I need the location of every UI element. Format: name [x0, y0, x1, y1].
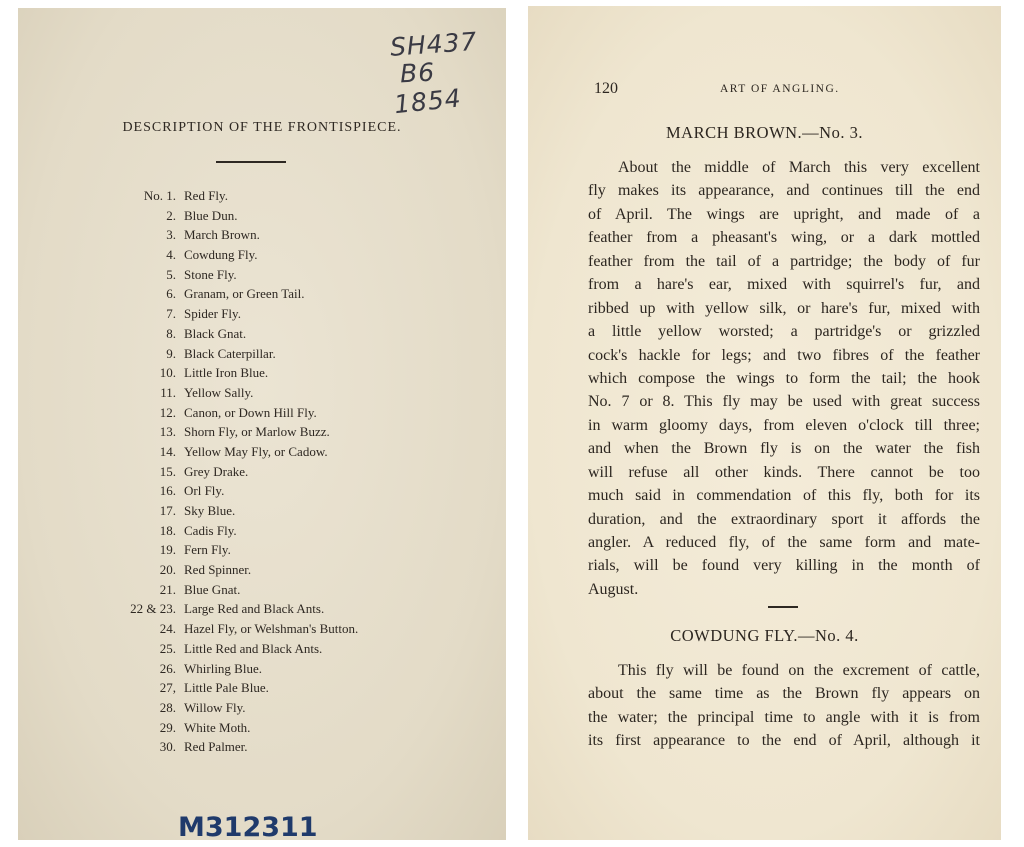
fly-number: 8.: [166, 325, 176, 341]
fly-name: Red Palmer.: [184, 739, 248, 755]
text-line: duration, and the extraordinary sport it affords the: [588, 510, 980, 528]
fly-name: Whirling Blue.: [184, 660, 262, 676]
fly-number: 14.: [159, 443, 176, 459]
fly-name: Fern Fly.: [184, 542, 231, 558]
list-item: [114, 619, 358, 639]
text-line: in warm gloomy days, from eleven o'clock till three;: [588, 416, 980, 434]
list-item: [114, 186, 358, 206]
fly-name: Yellow Sally.: [184, 384, 254, 400]
text-line: and when the Brown fly is on the water the fish: [588, 440, 980, 458]
fly-name: Large Red and Black Ants.: [184, 601, 325, 617]
fly-name: Canon, or Down Hill Fly.: [184, 404, 317, 420]
fly-number: 19.: [159, 542, 176, 558]
list-item: [114, 599, 358, 619]
list-item: [114, 403, 358, 423]
list-item: [114, 442, 358, 462]
fly-number: 25.: [159, 640, 176, 656]
list-item: [114, 225, 358, 245]
fly-name: Cowdung Fly.: [184, 247, 258, 263]
list-item: [114, 501, 358, 521]
fly-name: Grey Drake.: [184, 463, 249, 479]
fly-number: 6.: [166, 286, 176, 302]
section-heading-march-brown: MARCH BROWN.—No. 3.: [666, 123, 863, 142]
fly-number: 17.: [159, 503, 176, 518]
fly-name: Hazel Fly, or Welshman's Button.: [184, 621, 359, 637]
fly-name: Red Fly.: [184, 188, 228, 203]
section-heading-cowdung-fly: COWDUNG FLY.—No. 4.: [670, 626, 859, 645]
fly-number: 21.: [159, 581, 176, 597]
list-item: [114, 383, 358, 403]
fly-name: White Moth.: [184, 719, 251, 735]
fly-number: 28.: [159, 699, 176, 715]
fly-number: 26.: [159, 660, 176, 676]
fly-list: [114, 186, 358, 757]
text-line: cock's hackle for legs; and two fibres of the feather: [588, 346, 980, 364]
handwritten-call-number: SH437 B6 1854: [389, 26, 479, 120]
list-item: [114, 698, 358, 718]
text-line: feather from the tail of a partridge; the body of fur: [588, 252, 980, 270]
text-line: fly makes its appearance, and continues till the end: [588, 182, 980, 200]
fly-name: March Brown.: [184, 227, 260, 243]
list-item: [114, 245, 358, 265]
list-item: [114, 737, 358, 757]
text-line: a little yellow worsted; a partridge's or grizzled: [588, 323, 980, 341]
list-item: [114, 580, 358, 600]
fly-name: Shorn Fly, or Marlow Buzz.: [184, 424, 330, 440]
fly-name: Black Caterpillar.: [184, 345, 276, 361]
fly-name: Sky Blue.: [184, 503, 236, 518]
list-item: [114, 659, 358, 679]
library-stamp: M312311: [178, 812, 318, 840]
fly-name: Little Red and Black Ants.: [184, 640, 323, 656]
fly-number: 20.: [159, 562, 176, 578]
text-line: much said in commendation of this fly, both for its: [588, 487, 980, 505]
fly-number: 11.: [160, 384, 176, 400]
fly-name: Stone Fly.: [184, 266, 237, 282]
fly-number: 10.: [159, 365, 176, 381]
fly-number: 22 & 23.: [130, 601, 176, 617]
list-item: [114, 639, 358, 659]
list-item: [114, 521, 358, 541]
list-item: [114, 304, 358, 324]
text-line: its first appearance to the end of April, although it: [588, 732, 980, 750]
list-item: [114, 206, 358, 226]
fly-number: No. 1.: [143, 188, 176, 203]
list-item: [114, 324, 358, 344]
text-line: This fly will be found on the excrement of cattle,: [618, 662, 980, 679]
list-item: [114, 678, 358, 698]
page-number: 120: [594, 80, 618, 97]
text-line: will refuse all other kinds. There cannot be too: [588, 463, 980, 481]
fly-number: 29.: [159, 719, 176, 735]
paragraph-cowdung-fly: [588, 659, 980, 753]
list-item: [114, 560, 358, 580]
list-item: [114, 481, 358, 501]
fly-name: Spider Fly.: [184, 306, 241, 322]
frontispiece-title: DESCRIPTION OF THE FRONTISPIECE.: [122, 120, 402, 135]
fly-name: Willow Fly.: [184, 699, 246, 715]
left-page: [18, 8, 506, 840]
list-item: [114, 718, 358, 738]
list-item: [114, 540, 358, 560]
fly-number: 18.: [159, 522, 176, 538]
list-item: [114, 363, 358, 383]
text-line: ribbed up with yellow silk, or hare's fur, mixed with: [588, 299, 980, 317]
fly-number: 4.: [166, 247, 176, 263]
text-line: About the middle of March this very excellent: [618, 159, 980, 176]
fly-number: 16.: [159, 483, 176, 499]
fly-number: 12.: [159, 404, 176, 420]
fly-name: Blue Gnat.: [184, 581, 241, 597]
fly-name: Cadis Fly.: [184, 522, 237, 538]
fly-name: Red Spinner.: [184, 562, 252, 578]
text-line: from a hare's ear, mixed with squirrel's fur, and: [588, 276, 980, 294]
list-item: [114, 422, 358, 442]
fly-number: 7.: [166, 306, 176, 322]
text-line: which compose the wings to form the tail; the hook: [588, 369, 980, 387]
text-line: of April. The wings are upright, and made of a: [588, 205, 980, 223]
fly-name: Orl Fly.: [184, 483, 225, 499]
fly-name: Little Iron Blue.: [184, 365, 269, 381]
fly-number: 27,: [159, 680, 176, 696]
fly-name: Black Gnat.: [184, 325, 247, 341]
text-line: about the same time as the Brown fly appears on: [588, 685, 980, 703]
fly-name: Granam, or Green Tail.: [184, 286, 305, 302]
list-item: [114, 265, 358, 285]
text-line: the water; the principal time to angle with it is from: [588, 708, 980, 726]
list-item: [114, 462, 358, 482]
fly-number: 3.: [166, 227, 176, 243]
fly-name: Blue Dun.: [184, 207, 238, 223]
text-line: angler. A reduced fly, of the same form and mate-: [588, 534, 980, 551]
text-line: No. 7 or 8. This fly may be used with great success: [588, 393, 980, 411]
text-line: feather from a pheasant's wing, or a dark mottled: [588, 229, 980, 247]
text-line: rials, will be found very killing in the month of: [588, 557, 980, 575]
fly-number: 13.: [159, 424, 176, 440]
fly-name: Yellow May Fly, or Cadow.: [184, 443, 328, 459]
section-divider: [768, 606, 798, 608]
fly-number: 24.: [159, 621, 176, 637]
fly-name: Little Pale Blue.: [184, 680, 269, 696]
fly-number: 5.: [166, 266, 176, 282]
paragraph-march-brown: [588, 156, 980, 601]
fly-number: 2.: [166, 207, 176, 223]
fly-number: 9.: [166, 345, 176, 361]
list-item: [114, 344, 358, 364]
text-line: August.: [588, 580, 639, 598]
fly-number: 15.: [159, 463, 176, 479]
running-head: ART OF ANGLING.: [720, 83, 840, 95]
right-page: [528, 6, 1001, 840]
title-divider: [216, 161, 286, 163]
fly-number: 30.: [159, 739, 176, 755]
list-item: [114, 284, 358, 304]
